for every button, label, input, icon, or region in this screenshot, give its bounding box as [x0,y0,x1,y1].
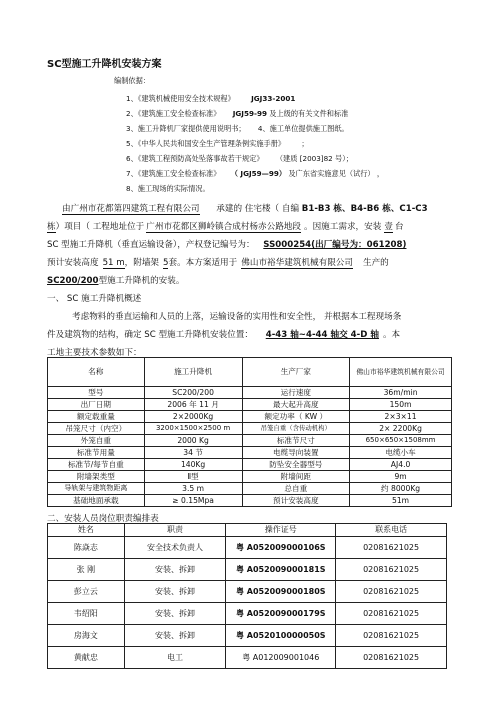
intro-line-3: SC 型施工升降机（垂直运输设备），产权登记编号为： SS000254(出厂编号为：061208) [47,240,407,250]
section-1-para-1: 考虑物料的垂直运输和人员的上落，运输设备的实用性和安全性， 并根据本工程现场条 [72,312,402,322]
basis-item-2: 2、《建筑施工安全检查标准》 JGJ59-99 及上级的有关文件和标准 [126,109,349,118]
table-cell: 650×650×1508mm [350,435,452,447]
staff-header-cell: 操作证号 [226,524,336,537]
table-cell: 吊笼尺寸（内空） [48,423,145,435]
table-cell: 140Kg [144,459,242,471]
table-cell: 36m/min [350,387,452,399]
table-cell: 标准节用量 [48,447,145,459]
basis-item-7: 7、《建筑施工安全检查标准》 （ JGJ59—99） 及广东省实施意见（试行） ， [126,169,385,178]
table-cell: 安装、拆卸 [124,625,226,647]
table-cell: 基础地面承载 [48,495,145,507]
staff-header-cell: 联系电话 [336,524,447,537]
table-cell: 3.5 m [144,483,242,495]
spec-header-cell: 名称 [48,358,145,387]
section-1-para-3: 工地主要技术参数如下： [47,348,142,358]
table-cell: 安全技术负责人 [124,537,226,559]
intro-line-2: 栋）项目（ 工程地址位于 广州市花都区狮岭镇合成村杨赤公路地段 。因施工需求，安装 壹 台 [47,222,404,232]
table-row [48,447,452,459]
table-cell: Ⅱ型 [144,471,242,483]
table-row [48,647,447,669]
spec-header-cell: 佛山市裕华建筑机械有限公司 [350,358,452,387]
basis-heading: 编制依据： [114,76,150,85]
table-cell: SC200/200 [144,387,242,399]
staff-table [47,523,447,669]
spec-header-cell: 施工升降机 [144,358,242,387]
table-cell: 粤 A012009001046 [226,647,336,669]
table-cell: 02081621025 [336,625,447,647]
table-cell: 安装、拆卸 [124,581,226,603]
table-cell: 额定功率（ KW ） [242,411,350,423]
table-cell: 标准节尺寸 [242,435,350,447]
table-cell: 02081621025 [336,647,447,669]
table-cell: 附墙架类型 [48,471,145,483]
table-cell: 安装、拆卸 [124,559,226,581]
table-cell: 粤 A052009000179S [226,603,336,625]
table-row [48,537,447,559]
staff-header-cell: 姓名 [48,524,125,537]
intro-line-5: SC200/200型施工升降机的安装。 [47,276,185,286]
table-cell: 02081621025 [336,581,447,603]
table-cell: 电缆小车 [350,447,452,459]
basis-item-6: 6、《建筑工程预防高处坠落事故若干规定》 （建质 [2003]82 号）； [126,154,353,163]
table-cell: 粤 A052009000181S [226,559,336,581]
table-cell: 张 刚 [48,559,125,581]
intro-line-4: 预计安装高度 51 m，附墙架 5套。本方案适用于 佛山市裕华建筑机械有限公司 生产的 [47,258,389,268]
table-cell: 最大起升高度 [242,399,350,411]
table-cell: 约 8000Kg [350,483,452,495]
section-1-heading: 一、 SC 施工升降机概述 [47,294,142,304]
table-cell: 02081621025 [336,559,447,581]
table-cell: 韦绍阳 [48,603,125,625]
table-cell: 外笼自重 [48,435,145,447]
table-cell: 标准节/每节自重 [48,459,145,471]
table-cell: 型号 [48,387,145,399]
table-row [48,435,452,447]
section-2-heading: 二、安装人员岗位职责编排表 [47,514,159,524]
table-cell: 150m [350,399,452,411]
table-row [48,603,447,625]
table-cell: 陈焱志 [48,537,125,559]
spec-table-header [48,358,452,387]
table-cell: 2006 年 11 月 [144,399,242,411]
table-cell: 彭立云 [48,581,125,603]
table-cell: 51m [350,495,452,507]
table-cell: AJ4.0 [350,459,452,471]
basis-item-3: 3、施工升降机厂家提供使用说明书； 4、施工单位提供施工图纸。 [126,124,349,133]
table-row [48,399,452,411]
table-cell: ≥ 0.15Mpa [144,495,242,507]
table-cell: 运行速度 [242,387,350,399]
table-cell: 粤 A052009000106S [226,537,336,559]
table-cell: 电工 [124,647,226,669]
table-cell: 导轨架与建筑物距离 [48,483,145,495]
table-cell: 电缆导向装置 [242,447,350,459]
staff-header-cell: 职责 [124,524,226,537]
table-cell: 粤 A052010000050S [226,625,336,647]
table-cell: 02081621025 [336,603,447,625]
table-row [48,581,447,603]
table-cell: 黄献忠 [48,647,125,669]
basis-item-1: 1、《建筑机械使用安全技术规程》 JGJ33-2001 [126,94,296,103]
table-cell: 2× 2200Kg [350,423,452,435]
table-cell: 2×2000Kg [144,411,242,423]
spec-header-cell: 生产厂家 [242,358,350,387]
table-cell: 2×3×11 [350,411,452,423]
table-row [48,411,452,423]
table-cell: 粤 A052009000180S [226,581,336,603]
table-cell: 预计安装高度 [242,495,350,507]
intro-line-1: 由广州市花都第四建筑工程有限公司 承建的 住宅楼（ 自编 B1-B3 栋、B4-B6 栋、C1-C3 [62,204,428,214]
staff-table-header [48,524,447,537]
table-row [48,459,452,471]
basis-item-5: 5、《中华人民共和国安全生产管理条例实施手册》 ； [126,139,309,148]
table-row [48,495,452,507]
table-cell: 02081621025 [336,537,447,559]
spec-table [47,357,452,507]
table-row [48,483,452,495]
table-cell: 34 节 [144,447,242,459]
table-cell: 9m [350,471,452,483]
table-row [48,387,452,399]
page-title: SC型施工升降机安装方案 [47,59,162,70]
table-row [48,423,452,435]
table-row [48,559,447,581]
table-cell: 附墙间距 [242,471,350,483]
table-cell: 防坠安全器型号 [242,459,350,471]
table-cell: 总自重 [242,483,350,495]
table-cell: 3200×1500×2500 m [144,423,242,435]
table-cell: 吊笼自重（含传动机构） [242,423,350,435]
table-cell: 安装、拆卸 [124,603,226,625]
table-row [48,625,447,647]
table-cell: 2000 Kg [144,435,242,447]
section-1-para-2: 件及建筑物的结构，确定 SC 型施工升降机安装位置： 4-43 轴~4-44 轴交 4-D 轴 。本 [47,330,401,340]
table-cell: 出厂日期 [48,399,145,411]
table-cell: 额定载重量 [48,411,145,423]
table-row [48,471,452,483]
basis-item-8: 8、施工现场的实际情况。 [126,184,210,193]
table-cell: 房海文 [48,625,125,647]
